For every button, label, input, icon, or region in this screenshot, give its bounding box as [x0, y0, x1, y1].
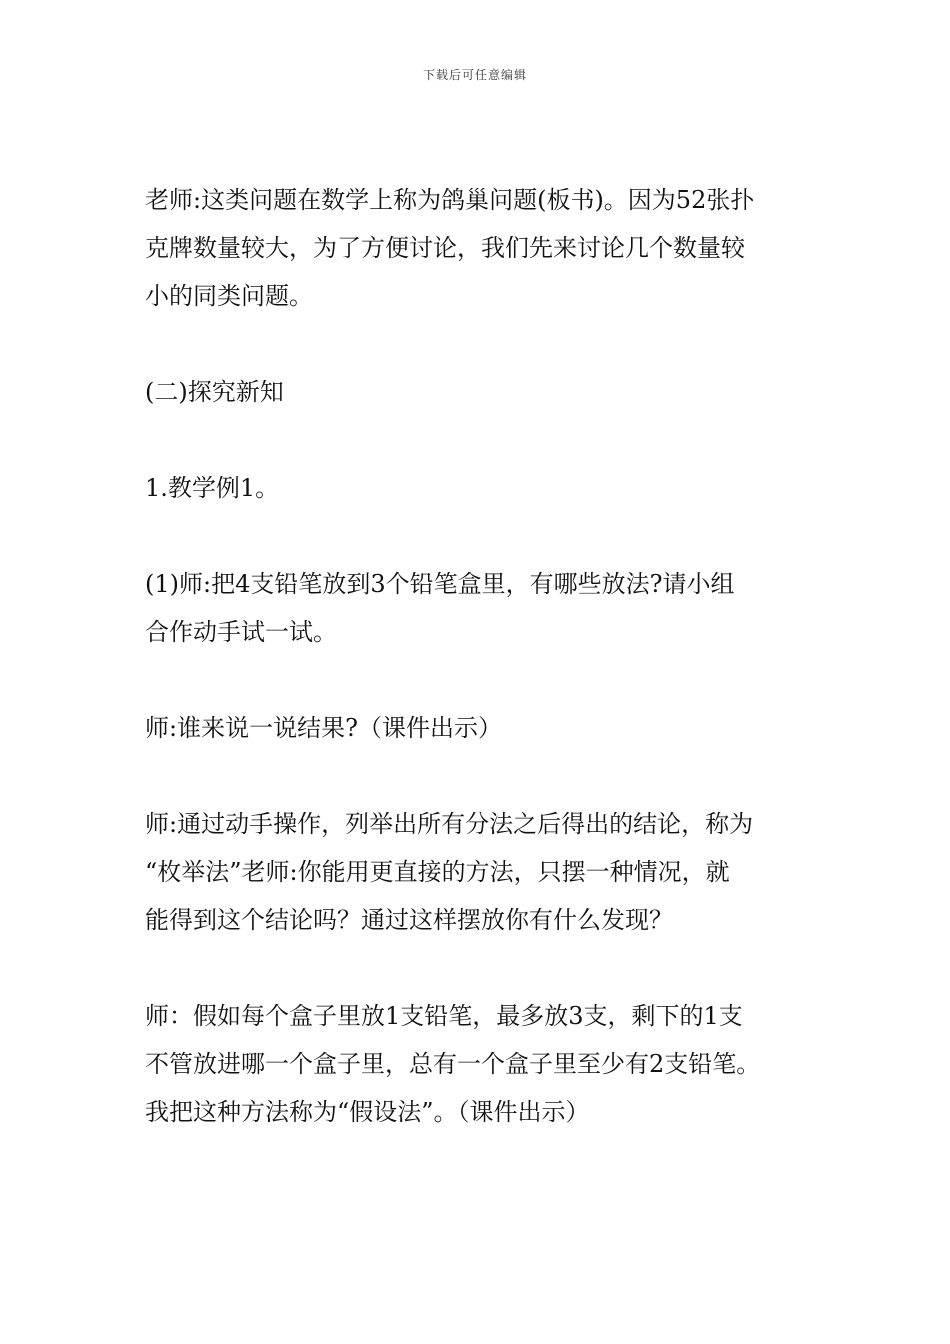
text-line: 合作动手试一试。 [145, 618, 337, 646]
page-header: 下载后可任意编辑 [422, 68, 527, 82]
text-line: 克牌数量较大，为了方便讨论，我们先来讨论几个数量较 [145, 234, 745, 262]
paragraph-question [145, 560, 810, 656]
text-line: 不管放进哪一个盒子里，总有一个盒子里至少有2支铅笔。 [145, 1050, 761, 1078]
text-line: 师:谁来说一说结果?（课件出示） [145, 714, 502, 742]
paragraph-assumption [145, 992, 810, 1136]
text-line: 1.教学例1。 [145, 474, 280, 502]
example-heading [145, 464, 810, 512]
text-line: (1)师:把4支铅笔放到3个铅笔盒里，有哪些放法?请小组 [145, 570, 735, 598]
paragraph-enumeration [145, 800, 810, 944]
text-line: 老师:这类问题在数学上称为鸽巢问题(板书)。因为52张扑 [145, 186, 755, 214]
paragraph-intro [145, 176, 810, 320]
section-heading [145, 368, 810, 416]
document-body [145, 176, 810, 1184]
text-line: 我把这种方法称为“假设法”。（课件出示） [145, 1098, 590, 1126]
text-line: (二)探究新知 [145, 378, 284, 406]
text-line: “枚举法”老师:你能用更直接的方法，只摆一种情况，就 [145, 858, 730, 886]
text-line: 师：假如每个盒子里放1支铅笔，最多放3支，剩下的1支 [145, 1002, 743, 1030]
paragraph-result [145, 704, 810, 752]
text-line: 能得到这个结论吗？通过这样摆放你有什么发现？ [145, 906, 673, 934]
text-line: 小的同类问题。 [145, 282, 313, 310]
text-line: 师:通过动手操作，列举出所有分法之后得出的结论，称为 [145, 810, 754, 838]
